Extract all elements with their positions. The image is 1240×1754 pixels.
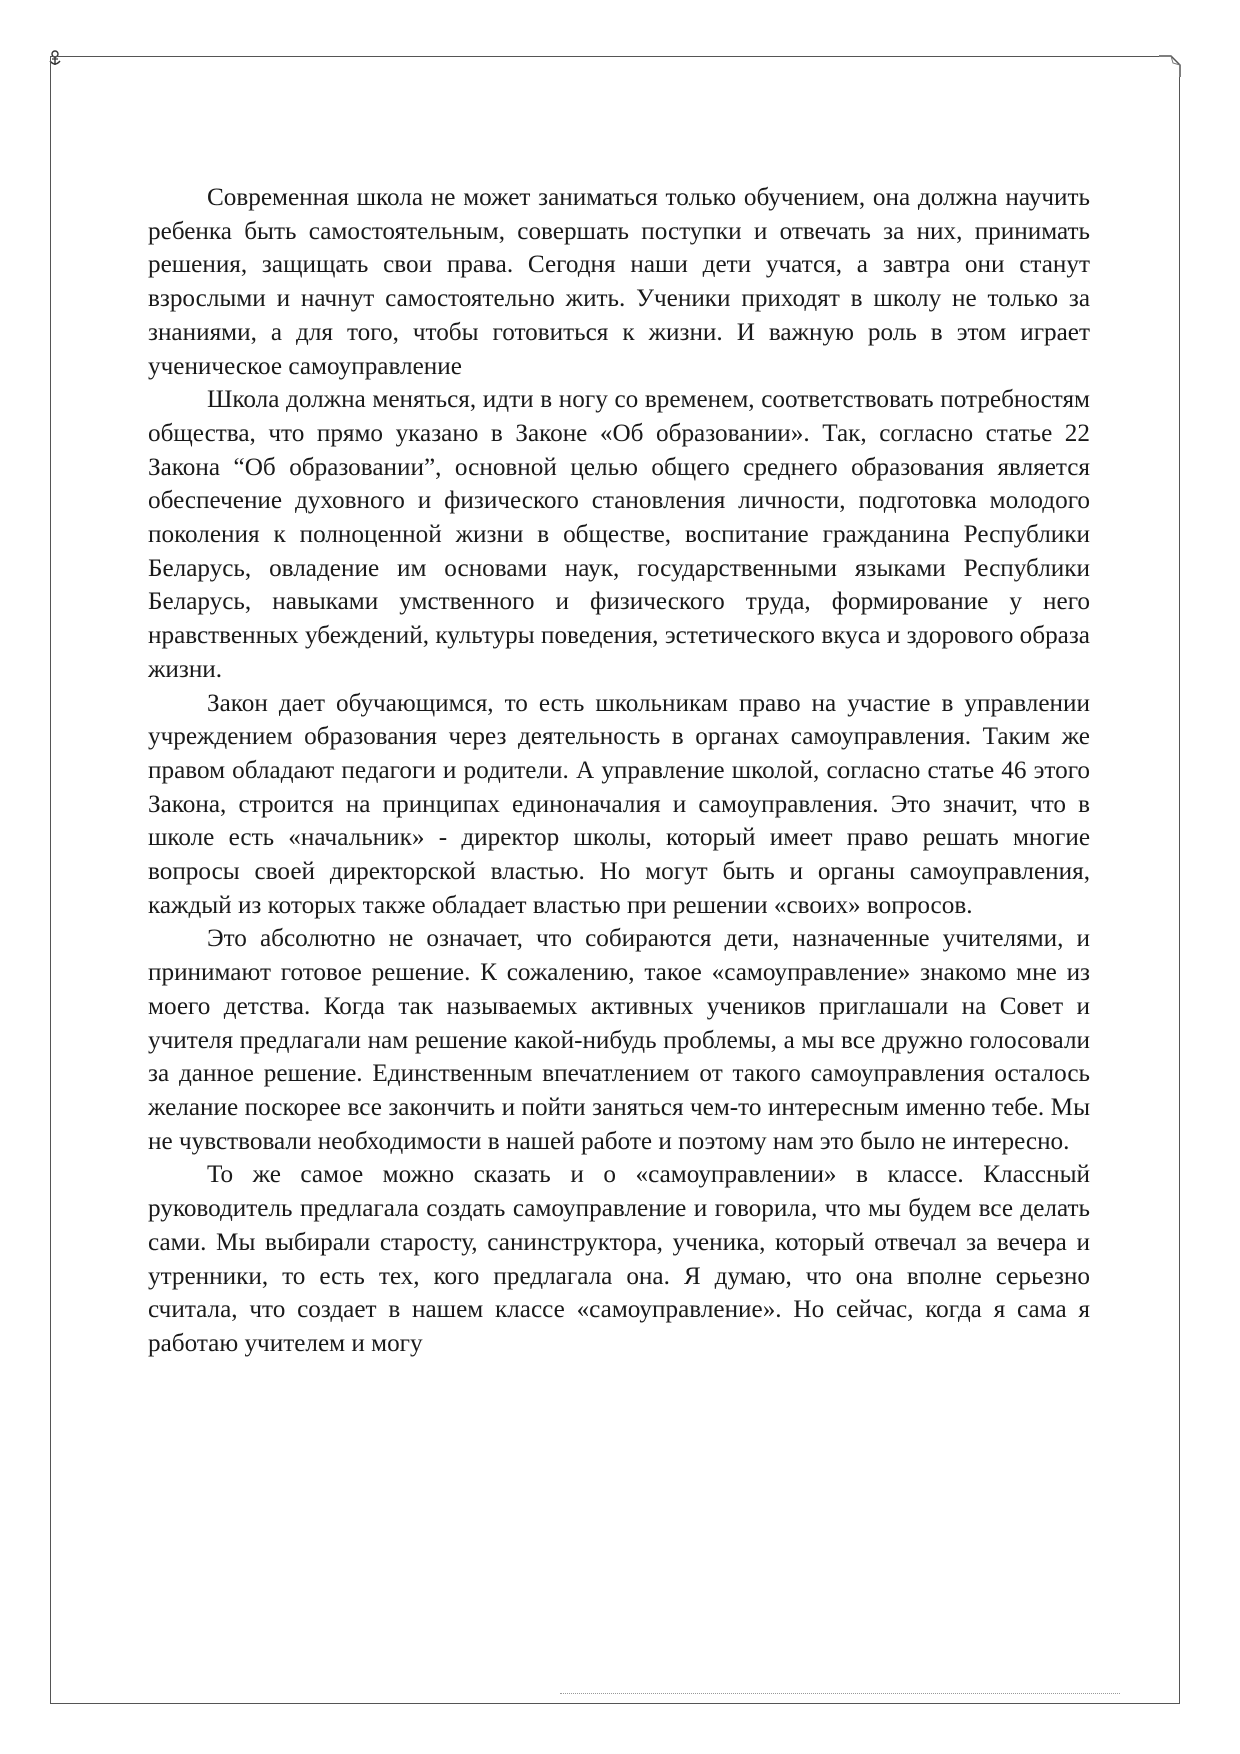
paragraph-1: Современная школа не может заниматься только обучением, она должна научить ребенка быть самостоятельным, совершать поступки и отвечать за них, принимать решения, защищать свои права. Сегодня наши дети учатся, а завтра они станут взрослыми и начнут самостоятельно жить. Ученики приходят в школу не только за знаниями, а для того, чтобы готовиться к жизни. И важную роль в этом играет ученическое самоуправление [148, 184, 1090, 380]
paragraph-3: Закон дает обучающимся, то есть школьникам право на участие в управлении учреждением образования через деятельность в органах самоуправления. Таким же правом обладают педагоги и родители. А управление школой, согласно статье 46 этого Закона, строится на принципах единоначалия и самоуправления. Это значит, что в школе есть «начальник» - директор школы, который имеет право решать многие вопросы своей директорской властью. Но могут быть и органы самоуправления, каждый из которых также обладает властью при решении «своих» вопросов. [148, 689, 1090, 919]
paragraph-2: Школа должна меняться, идти в ногу со временем, соответствовать потребностям общества, что прямо указано в Законе «Об образовании». Так, согласно статье 22 Закона “Об образовании”, основной целью общего среднего образования является обеспечение духовного и физического становления личности, подготовка молодого поколения к полноценной жизни в обществе, воспитание гражданина Республики Беларусь, овладение им основами наук, государственными языками Республики Беларусь, навыками умственного и физического труда, формирование у него нравственных убеждений, культуры поведения, эстетического вкуса и здорового образа жизни. [148, 386, 1090, 683]
paragraph-4: Это абсолютно не означает, что собираются дети, назначенные учителями, и принимают готовое решение. К сожалению, такое «самоуправление» знакомо мне из моего детства. Когда так называемых активных учеников приглашали на Совет и учителя предлагали нам решение какой-нибудь проблемы, а мы все дружно голосовали за данное решение. Единственным впечатлением от такого самоуправления осталось желание поскорее все закончить и пойти заняться чем-то интересным именно тебе. Мы не чувствовали необходимости в нашей работе и поэтому нам это было не интересно. [148, 925, 1090, 1155]
page-fold-corner-icon [1159, 55, 1181, 77]
paragraph-5: То же самое можно сказать и о «самоуправлении» в классе. Классный руководитель предлагала создать самоуправление и говорила, что мы будем все делать сами. Мы выбирали старосту, санинструктора, ученика, который отвечал за вечера и утренники, то есть тех, кого предлагала она. Я думаю, что она вполне серьезно считала, что создает в нашем классе «самоуправление». Но сейчас, когда я сама я работаю учителем и могу [148, 1161, 1090, 1357]
footer-rule [560, 1693, 1120, 1694]
document-body [148, 181, 1090, 1361]
